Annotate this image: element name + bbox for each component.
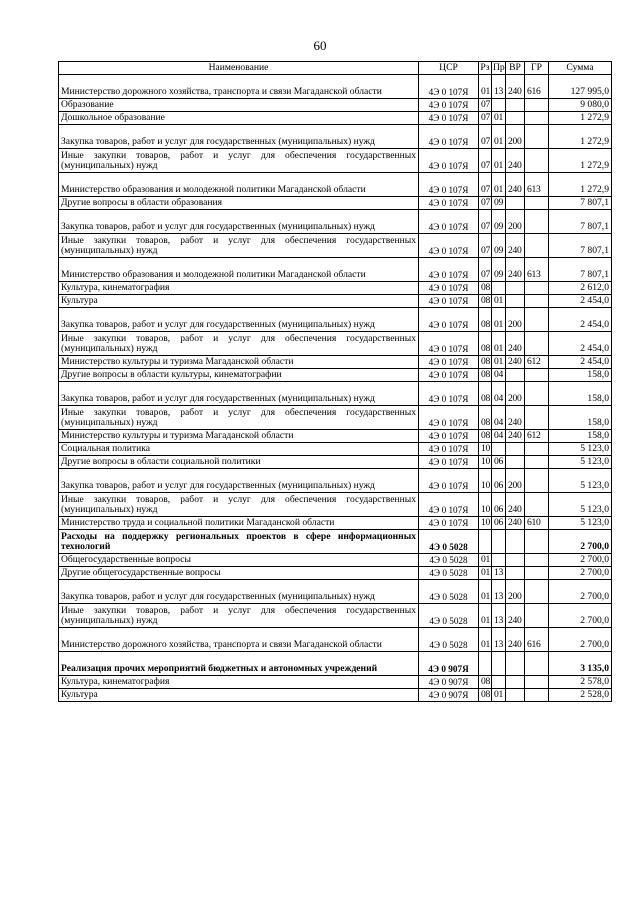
cell-pr: 13	[492, 628, 506, 652]
header-csr: ЦСР	[419, 62, 479, 75]
cell-sum: 158,0	[549, 369, 612, 382]
cell-rz: 08	[479, 369, 492, 382]
cell-pr: 04	[492, 369, 506, 382]
cell-csr: 4Э 0 907Я	[419, 676, 479, 689]
header-vr: ВР	[506, 62, 525, 75]
cell-pr: 09	[492, 197, 506, 210]
cell-gr	[525, 332, 549, 356]
cell-name: Другие вопросы в области образования	[59, 197, 419, 210]
header-pr: Пр	[493, 62, 505, 74]
cell-pr: 04	[492, 382, 506, 406]
cell-csr: 4Э 0 907Я	[419, 652, 479, 676]
cell-csr: 4Э 0 5028	[419, 580, 479, 604]
table-row	[59, 517, 612, 530]
cell-name: Расходы на поддержку региональных проектов в сфере информационных технологий	[59, 530, 419, 554]
table-row	[59, 356, 612, 369]
cell-gr: 610	[525, 517, 549, 530]
cell-pr	[492, 530, 506, 554]
table-row	[59, 580, 612, 604]
cell-name: Иные закупки товаров, работ и услуг для обеспечения государственных (муниципальных) нужд	[59, 493, 419, 517]
cell-rz: 01	[479, 567, 492, 580]
cell-rz: 07	[479, 149, 492, 173]
cell-name: Министерство труда и социальной политики Магаданской области	[59, 517, 419, 530]
cell-gr	[525, 652, 549, 676]
cell-rz: 07	[479, 258, 492, 282]
cell-sum: 1 272,9	[549, 112, 612, 125]
cell-vr: 240	[506, 517, 525, 530]
cell-csr: 4Э 0 107Я	[419, 382, 479, 406]
cell-sum: 5 123,0	[549, 469, 612, 493]
table-row	[59, 493, 612, 517]
cell-pr: 09	[492, 258, 506, 282]
cell-gr	[525, 99, 549, 112]
cell-sum: 2 700,0	[549, 628, 612, 652]
cell-name: Другие общегосударственные вопросы	[59, 567, 419, 580]
cell-name: Закупка товаров, работ и услуг для государственных (муниципальных) нужд	[59, 308, 419, 332]
cell-csr: 4Э 0 107Я	[419, 210, 479, 234]
cell-sum: 1 272,9	[549, 125, 612, 149]
table-row	[59, 530, 612, 554]
cell-gr	[525, 125, 549, 149]
table-row	[59, 332, 612, 356]
cell-csr: 4Э 0 107Я	[419, 258, 479, 282]
cell-pr: 04	[492, 406, 506, 430]
cell-name: Социальная политика	[59, 443, 419, 456]
cell-name: Министерство образования и молодежной политики Магаданской области	[59, 173, 419, 197]
table-row	[59, 604, 612, 628]
cell-name: Другие вопросы в области социальной политики	[59, 456, 419, 469]
cell-vr	[506, 197, 525, 210]
cell-rz: 01	[479, 580, 492, 604]
cell-sum: 2 454,0	[549, 332, 612, 356]
cell-gr	[525, 456, 549, 469]
cell-csr: 4Э 0 107Я	[419, 197, 479, 210]
table-row	[59, 295, 612, 308]
cell-sum: 2 528,0	[549, 689, 612, 702]
cell-csr: 4Э 0 107Я	[419, 282, 479, 295]
cell-pr: 13	[492, 604, 506, 628]
table-row	[59, 149, 612, 173]
cell-vr: 240	[506, 75, 525, 99]
header-rz: Рз	[480, 62, 490, 74]
cell-rz: 08	[479, 295, 492, 308]
cell-vr	[506, 112, 525, 125]
cell-vr: 200	[506, 210, 525, 234]
cell-rz: 10	[479, 469, 492, 493]
header-sum: Сумма	[549, 62, 612, 75]
cell-pr	[492, 443, 506, 456]
cell-name: Министерство культуры и туризма Магаданской области	[59, 430, 419, 443]
cell-gr	[525, 308, 549, 332]
cell-gr	[525, 210, 549, 234]
cell-sum: 2 700,0	[549, 554, 612, 567]
cell-csr: 4Э 0 907Я	[419, 689, 479, 702]
cell-vr	[506, 369, 525, 382]
cell-rz: 08	[479, 282, 492, 295]
cell-pr: 06	[492, 493, 506, 517]
cell-sum: 7 807,1	[549, 234, 612, 258]
cell-name: Иные закупки товаров, работ и услуг для обеспечения государственных (муниципальных) нужд	[59, 406, 419, 430]
cell-csr: 4Э 0 107Я	[419, 75, 479, 99]
cell-sum: 7 807,1	[549, 210, 612, 234]
cell-vr	[506, 530, 525, 554]
cell-pr	[492, 282, 506, 295]
header-name: Наименование	[59, 62, 419, 75]
cell-pr: 09	[492, 234, 506, 258]
cell-gr	[525, 234, 549, 258]
table-row	[59, 554, 612, 567]
cell-name: Закупка товаров, работ и услуг для государственных (муниципальных) нужд	[59, 580, 419, 604]
cell-pr: 01	[492, 689, 506, 702]
cell-csr: 4Э 0 5028	[419, 530, 479, 554]
cell-csr: 4Э 0 107Я	[419, 308, 479, 332]
cell-sum: 5 123,0	[549, 443, 612, 456]
cell-name: Министерство дорожного хозяйства, транспорта и связи Магаданской области	[59, 75, 419, 99]
cell-pr: 01	[492, 332, 506, 356]
cell-pr: 06	[492, 517, 506, 530]
cell-vr: 200	[506, 308, 525, 332]
cell-rz: 08	[479, 430, 492, 443]
cell-gr	[525, 295, 549, 308]
cell-sum: 7 807,1	[549, 197, 612, 210]
cell-rz: 10	[479, 493, 492, 517]
cell-rz: 01	[479, 75, 492, 99]
cell-sum: 2 454,0	[549, 308, 612, 332]
cell-rz: 01	[479, 554, 492, 567]
cell-sum: 5 123,0	[549, 456, 612, 469]
cell-rz: 01	[479, 604, 492, 628]
cell-name: Общегосударственные вопросы	[59, 554, 419, 567]
cell-name: Дошкольное образование	[59, 112, 419, 125]
cell-vr: 240	[506, 628, 525, 652]
cell-rz: 07	[479, 197, 492, 210]
cell-pr: 13	[492, 567, 506, 580]
cell-rz: 08	[479, 308, 492, 332]
cell-name: Министерство культуры и туризма Магаданской области	[59, 356, 419, 369]
cell-gr	[525, 149, 549, 173]
table-row	[59, 430, 612, 443]
cell-vr	[506, 443, 525, 456]
cell-rz: 07	[479, 99, 492, 112]
cell-vr: 240	[506, 234, 525, 258]
cell-sum: 2 700,0	[549, 567, 612, 580]
cell-gr: 613	[525, 173, 549, 197]
cell-sum: 158,0	[549, 406, 612, 430]
cell-rz: 07	[479, 234, 492, 258]
cell-rz: 08	[479, 332, 492, 356]
cell-pr: 01	[492, 356, 506, 369]
table-row	[59, 469, 612, 493]
cell-sum: 127 995,0	[549, 75, 612, 99]
cell-csr: 4Э 0 107Я	[419, 125, 479, 149]
table-row	[59, 369, 612, 382]
cell-pr: 01	[492, 308, 506, 332]
cell-csr: 4Э 0 107Я	[419, 443, 479, 456]
table-row	[59, 308, 612, 332]
cell-vr: 240	[506, 493, 525, 517]
cell-gr	[525, 112, 549, 125]
table-row	[59, 173, 612, 197]
cell-vr	[506, 456, 525, 469]
table-row	[59, 628, 612, 652]
cell-vr: 240	[506, 173, 525, 197]
cell-name: Реализация прочих мероприятий бюджетных и автономных учреждений	[59, 652, 419, 676]
cell-csr: 4Э 0 107Я	[419, 234, 479, 258]
cell-csr: 4Э 0 107Я	[419, 469, 479, 493]
table-row	[59, 234, 612, 258]
cell-csr: 4Э 0 107Я	[419, 112, 479, 125]
cell-pr	[492, 652, 506, 676]
cell-gr	[525, 493, 549, 517]
cell-name: Иные закупки товаров, работ и услуг для обеспечения государственных (муниципальных) нужд	[59, 332, 419, 356]
table-row	[59, 210, 612, 234]
cell-rz: 08	[479, 689, 492, 702]
cell-pr: 04	[492, 430, 506, 443]
cell-sum: 5 123,0	[549, 517, 612, 530]
cell-name: Культура	[59, 295, 419, 308]
cell-vr	[506, 676, 525, 689]
cell-gr	[525, 567, 549, 580]
cell-pr	[492, 554, 506, 567]
cell-vr: 240	[506, 406, 525, 430]
table-row	[59, 75, 612, 99]
cell-rz: 10	[479, 456, 492, 469]
cell-gr	[525, 676, 549, 689]
cell-sum: 2 700,0	[549, 604, 612, 628]
cell-vr: 200	[506, 382, 525, 406]
cell-vr: 200	[506, 469, 525, 493]
cell-csr: 4Э 0 107Я	[419, 99, 479, 112]
cell-csr: 4Э 0 107Я	[419, 332, 479, 356]
table-row	[59, 112, 612, 125]
cell-rz: 10	[479, 443, 492, 456]
cell-rz	[479, 652, 492, 676]
cell-rz: 07	[479, 210, 492, 234]
cell-sum: 2 700,0	[549, 580, 612, 604]
cell-pr: 06	[492, 456, 506, 469]
cell-csr: 4Э 0 107Я	[419, 149, 479, 173]
cell-vr: 200	[506, 125, 525, 149]
table-header-row	[59, 62, 612, 75]
cell-pr	[492, 676, 506, 689]
cell-vr: 200	[506, 580, 525, 604]
cell-csr: 4Э 0 107Я	[419, 406, 479, 430]
cell-rz: 07	[479, 173, 492, 197]
cell-vr	[506, 295, 525, 308]
header-gr: ГР	[525, 62, 549, 75]
cell-sum: 1 272,9	[549, 149, 612, 173]
table-row	[59, 456, 612, 469]
cell-vr: 240	[506, 356, 525, 369]
cell-name: Иные закупки товаров, работ и услуг для обеспечения государственных (муниципальных) нужд	[59, 234, 419, 258]
cell-pr	[492, 99, 506, 112]
cell-csr: 4Э 0 107Я	[419, 356, 479, 369]
table-row	[59, 689, 612, 702]
cell-name: Закупка товаров, работ и услуг для государственных (муниципальных) нужд	[59, 382, 419, 406]
cell-rz: 07	[479, 112, 492, 125]
cell-sum: 2 454,0	[549, 356, 612, 369]
cell-name: Закупка товаров, работ и услуг для государственных (муниципальных) нужд	[59, 210, 419, 234]
cell-rz: 08	[479, 382, 492, 406]
table-row	[59, 676, 612, 689]
cell-sum: 2 700,0	[549, 530, 612, 554]
cell-pr: 01	[492, 149, 506, 173]
cell-sum: 2 612,0	[549, 282, 612, 295]
cell-sum: 158,0	[549, 382, 612, 406]
cell-name: Закупка товаров, работ и услуг для государственных (муниципальных) нужд	[59, 125, 419, 149]
table-row	[59, 99, 612, 112]
cell-gr: 613	[525, 258, 549, 282]
cell-vr	[506, 282, 525, 295]
cell-gr	[525, 580, 549, 604]
table-row	[59, 258, 612, 282]
cell-pr: 09	[492, 210, 506, 234]
cell-rz: 10	[479, 517, 492, 530]
cell-sum: 2 454,0	[549, 295, 612, 308]
cell-rz: 08	[479, 676, 492, 689]
cell-vr: 240	[506, 430, 525, 443]
cell-sum: 2 578,0	[549, 676, 612, 689]
cell-vr: 240	[506, 604, 525, 628]
table-row	[59, 567, 612, 580]
table-row	[59, 443, 612, 456]
cell-vr	[506, 652, 525, 676]
cell-gr	[525, 197, 549, 210]
cell-gr	[525, 554, 549, 567]
cell-csr: 4Э 0 107Я	[419, 430, 479, 443]
cell-name: Культура, кинематография	[59, 676, 419, 689]
cell-gr	[525, 530, 549, 554]
cell-sum: 9 080,0	[549, 99, 612, 112]
page-number: 60	[313, 38, 327, 53]
cell-vr: 240	[506, 332, 525, 356]
cell-gr	[525, 406, 549, 430]
table-row	[59, 406, 612, 430]
cell-csr: 4Э 0 107Я	[419, 369, 479, 382]
cell-sum: 1 272,9	[549, 173, 612, 197]
cell-csr: 4Э 0 107Я	[419, 173, 479, 197]
table-row	[59, 382, 612, 406]
cell-pr: 01	[492, 173, 506, 197]
cell-rz: 08	[479, 406, 492, 430]
table-row	[59, 125, 612, 149]
cell-pr: 01	[492, 295, 506, 308]
cell-rz: 01	[479, 628, 492, 652]
table-row	[59, 652, 612, 676]
cell-vr	[506, 689, 525, 702]
cell-pr: 13	[492, 580, 506, 604]
cell-pr: 01	[492, 112, 506, 125]
cell-name: Другие вопросы в области культуры, кинематографии	[59, 369, 419, 382]
cell-name: Образование	[59, 99, 419, 112]
cell-pr: 13	[492, 75, 506, 99]
cell-name: Министерство образования и молодежной политики Магаданской области	[59, 258, 419, 282]
cell-vr: 240	[506, 149, 525, 173]
table-row	[59, 282, 612, 295]
cell-gr: 612	[525, 356, 549, 369]
cell-name: Иные закупки товаров, работ и услуг для обеспечения государственных (муниципальных) нужд	[59, 604, 419, 628]
cell-pr: 01	[492, 125, 506, 149]
cell-gr	[525, 282, 549, 295]
cell-vr	[506, 567, 525, 580]
cell-sum: 158,0	[549, 430, 612, 443]
cell-csr: 4Э 0 107Я	[419, 493, 479, 517]
cell-name: Культура, кинематография	[59, 282, 419, 295]
table-row	[59, 197, 612, 210]
cell-gr	[525, 382, 549, 406]
cell-gr: 616	[525, 628, 549, 652]
cell-gr: 612	[525, 430, 549, 443]
cell-rz	[479, 530, 492, 554]
cell-csr: 4Э 0 5028	[419, 567, 479, 580]
cell-gr	[525, 443, 549, 456]
cell-sum: 3 135,0	[549, 652, 612, 676]
cell-vr	[506, 554, 525, 567]
cell-sum: 5 123,0	[549, 493, 612, 517]
cell-name: Иные закупки товаров, работ и услуг для обеспечения государственных (муниципальных) нужд	[59, 149, 419, 173]
cell-csr: 4Э 0 107Я	[419, 517, 479, 530]
cell-rz: 07	[479, 125, 492, 149]
cell-vr	[506, 99, 525, 112]
cell-name: Закупка товаров, работ и услуг для государственных (муниципальных) нужд	[59, 469, 419, 493]
cell-csr: 4Э 0 5028	[419, 554, 479, 567]
cell-gr	[525, 689, 549, 702]
cell-pr: 06	[492, 469, 506, 493]
cell-gr	[525, 469, 549, 493]
cell-csr: 4Э 0 5028	[419, 604, 479, 628]
cell-vr: 240	[506, 258, 525, 282]
cell-csr: 4Э 0 5028	[419, 628, 479, 652]
cell-rz: 08	[479, 356, 492, 369]
cell-gr: 616	[525, 75, 549, 99]
cell-gr	[525, 604, 549, 628]
cell-sum: 7 807,1	[549, 258, 612, 282]
cell-name: Министерство дорожного хозяйства, транспорта и связи Магаданской области	[59, 628, 419, 652]
cell-name: Культура	[59, 689, 419, 702]
cell-csr: 4Э 0 107Я	[419, 295, 479, 308]
cell-csr: 4Э 0 107Я	[419, 456, 479, 469]
cell-gr	[525, 369, 549, 382]
budget-table	[58, 61, 612, 702]
